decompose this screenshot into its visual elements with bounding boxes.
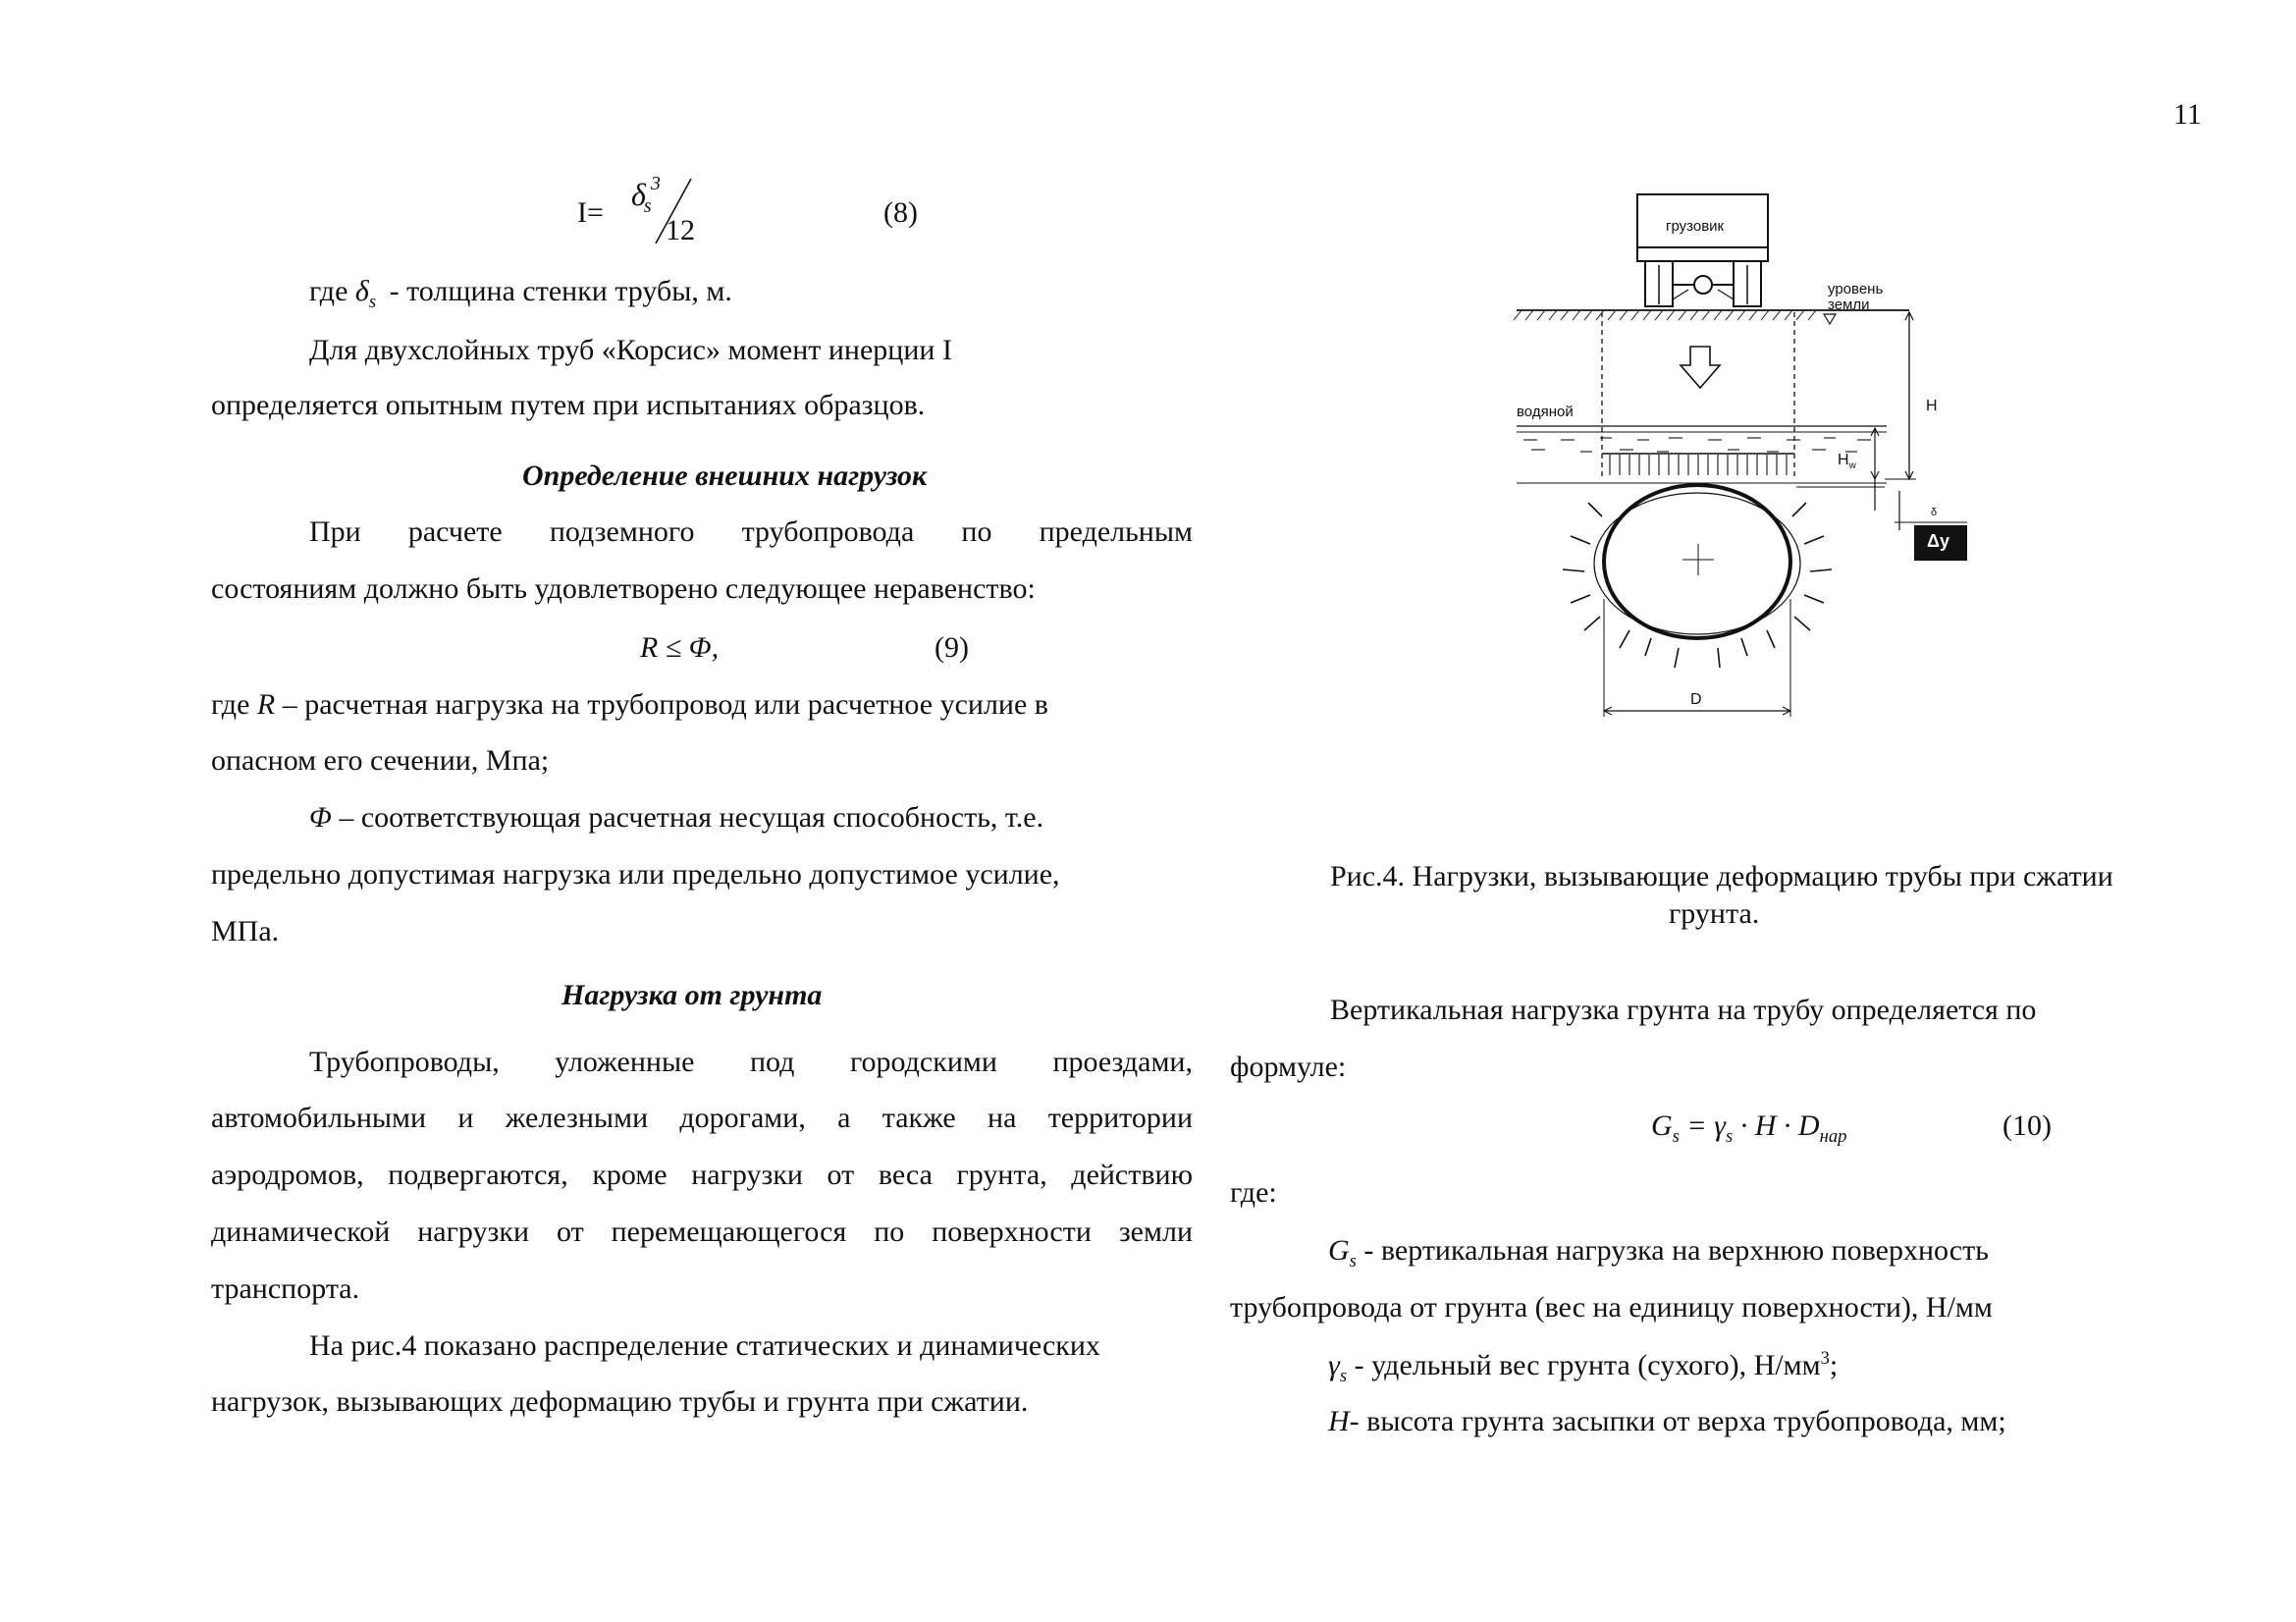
hw-label: $H_w$ xyxy=(1838,452,1856,472)
gs-line-1: $G_s$ - вертикальная нагрузка на верхнюю поверхность xyxy=(1328,1234,1989,1271)
figure-caption-line-2: грунта. xyxy=(1669,897,1760,930)
soil-line-1: Трубопроводы, уложенные под городскими проездами, xyxy=(309,1046,1193,1078)
formula-10-number: (10) xyxy=(2002,1109,2052,1142)
heading-external-loads: Определение внешних нагрузок xyxy=(522,460,928,492)
korsis-line-1: Для двухслойных труб «Корсис» момент инерции I xyxy=(309,334,952,366)
figure-4-diagram xyxy=(1492,182,1983,731)
formula-8-lhs: I= xyxy=(577,196,604,229)
formula-8-denominator: 12 xyxy=(666,214,695,246)
water-label: водяной xyxy=(1517,404,1574,420)
dy-label: Δy xyxy=(1927,531,1949,551)
phi-line-2: предельно допустимая нагрузка или предельно допустимое усилие, xyxy=(211,858,1060,891)
vert-load-line-1: Вертикальная нагрузка грунта на трубу определяется по xyxy=(1330,994,2037,1026)
where-label: где: xyxy=(1230,1176,1277,1209)
formula-10-expr: $G_s = \gamma_s \cdot H \cdot D_{нар}$ xyxy=(1651,1109,1847,1147)
delta-small-label: δ xyxy=(1931,507,1938,518)
formula-8-number: (8) xyxy=(883,196,918,229)
truck-label: грузовик xyxy=(1666,218,1725,235)
formula-9-expr: R ≤ Φ, xyxy=(640,631,720,664)
formula-9-number: (9) xyxy=(934,631,969,664)
formula-8-numerator: $\delta_s$ 3 xyxy=(631,173,661,218)
soil-line-4: динамической нагрузки от перемещающегося по поверхности земли xyxy=(211,1216,1193,1248)
soil-line-2: автомобильными и железными дорогами, а также на территории xyxy=(211,1102,1193,1134)
d-label: D xyxy=(1690,691,1702,708)
gamma-line: $\gamma_s$ - удельный вес грунта (сухого), $Н/мм^3$; xyxy=(1328,1348,1839,1386)
h-line: H- высота грунта засыпки от верха трубопровода, мм; xyxy=(1328,1405,2006,1437)
h-label: H xyxy=(1926,398,1938,414)
phi-line-3: МПа. xyxy=(211,915,280,947)
soil-line-5: транспорта. xyxy=(211,1272,360,1305)
where-r-line-1: где R – расчетная нагрузка на трубопровод или расчетное усилие в xyxy=(211,688,1048,721)
where-delta-line: где $\delta_s$ - толщина стенки трубы, м. xyxy=(309,275,732,312)
soil-line-3: аэродромов, подвергаются, кроме нагрузки от веса грунта, действию xyxy=(211,1159,1193,1191)
ground-level-label-2: земли xyxy=(1828,297,1870,313)
korsis-line-2: определяется опытным путем при испытаниях образцов. xyxy=(211,389,926,421)
pipe-outer xyxy=(1604,485,1790,638)
phi-line-1: Φ – соответствующая расчетная несущая способность, т.е. xyxy=(309,801,1044,834)
vert-load-line-2: формуле: xyxy=(1230,1051,1347,1083)
heading-soil-load: Нагрузка от грунта xyxy=(561,979,823,1011)
load-arrow xyxy=(1681,347,1720,388)
fig-ref-line-1: На рис.4 показано распределение статических и динамических xyxy=(309,1329,1100,1362)
ground-level-label-1: уровень xyxy=(1828,281,1884,297)
page-number: 11 xyxy=(2173,98,2202,131)
where-r-line-2: опасном его сечении, Мпа; xyxy=(211,744,550,777)
figure-caption-line-1: Рис.4. Нагрузки, вызывающие деформацию трубы при сжатии xyxy=(1330,860,2113,892)
truck-chassis xyxy=(1637,247,1768,261)
gs-line-2: трубопровода от грунта (вес на единицу поверхности), Н/мм xyxy=(1230,1291,1993,1324)
fig-ref-line-2: нагрузок, вызывающих деформацию трубы и грунта при сжатии. xyxy=(211,1385,1029,1418)
calc-line-1: При расчете подземного трубопровода по предельным xyxy=(309,515,1193,548)
calc-line-2: состояниям должно быть удовлетворено следующее неравенство: xyxy=(211,572,1036,605)
